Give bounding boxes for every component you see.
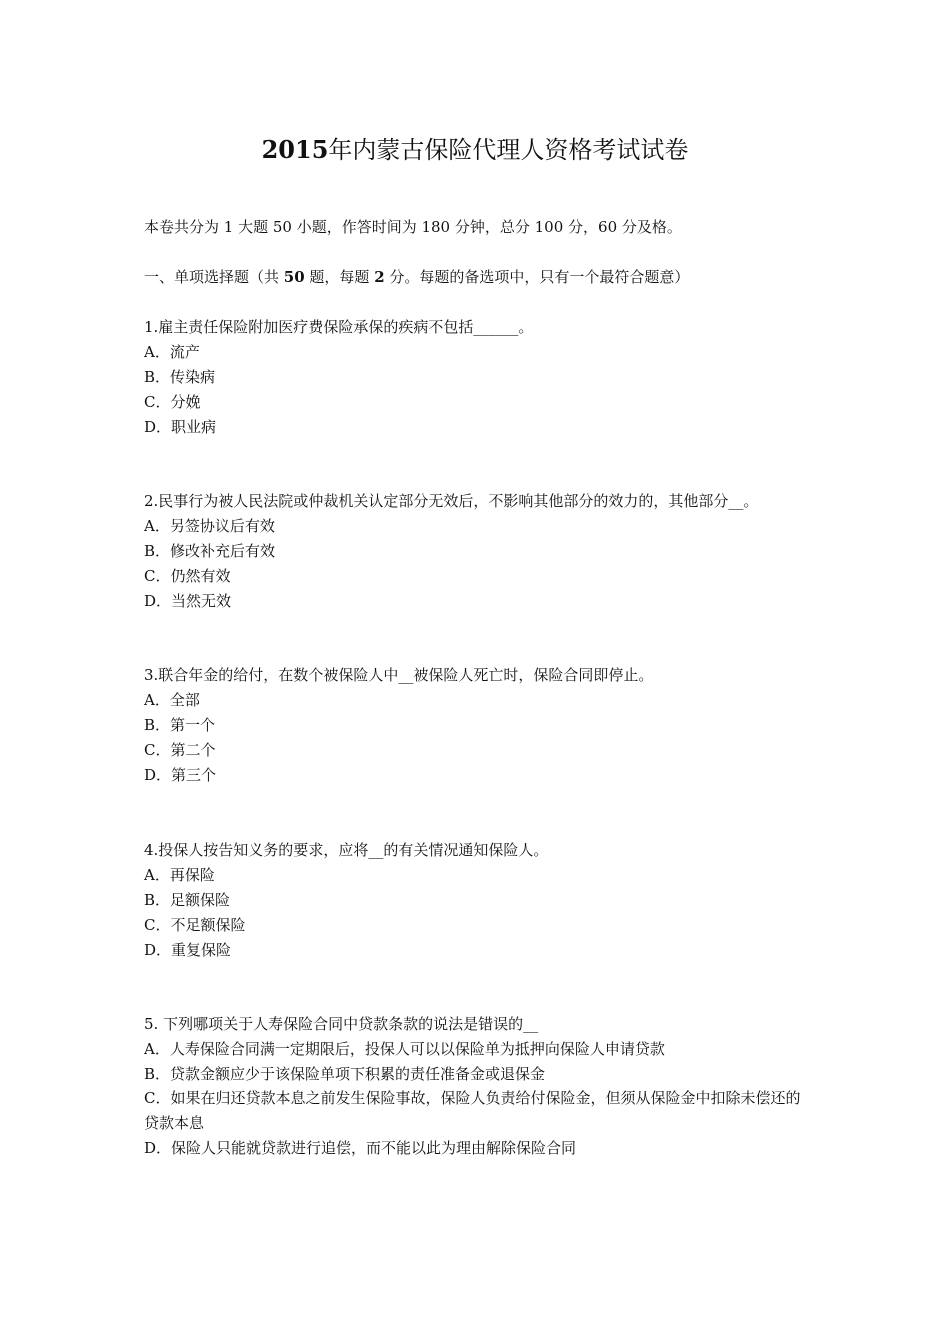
- question-5-option-d: D．保险人只能就贷款进行追偿，而不能以此为理由解除保险合同: [144, 1139, 577, 1157]
- question-3-option-d: D．第三个: [144, 766, 217, 784]
- question-4-stem: 4.投保人按告知义务的要求，应将__的有关情况通知保险人。: [144, 841, 549, 859]
- section-heading: [144, 267, 689, 287]
- exam-intro: 本卷共分为 1 大题 50 小题，作答时间为 180 分钟，总分 100 分，60 分及格。: [144, 218, 682, 236]
- question-3-option-a: A．全部: [144, 691, 200, 709]
- question-2-option-d: D．当然无效: [144, 592, 232, 610]
- title-year: 2015: [261, 135, 329, 164]
- title-text: 年内蒙古保险代理人资格考试试卷: [328, 136, 689, 164]
- question-2-option-b: B．修改补充后有效: [144, 542, 276, 560]
- question-2-option-a: A．另签协议后有效: [144, 517, 275, 535]
- question-2-stem: 2.民事行为被人民法院或仲裁机关认定部分无效后，不影响其他部分的效力的，其他部分__。: [144, 492, 759, 510]
- question-5-option-a: A．人寿保险合同满一定期限后，投保人可以以保险单为抵押向保险人申请贷款: [144, 1040, 665, 1058]
- question-1-stem: 1.雇主责任保险附加医疗费保险承保的疾病不包括______。: [144, 318, 534, 336]
- section-heading-suffix: 分。每题的备选项中，只有一个最符合题意）: [384, 268, 690, 286]
- question-1-option-b: B．传染病: [144, 368, 216, 386]
- section-heading-prefix: 一、单项选择题（共: [144, 268, 284, 286]
- question-4-option-b: B．足额保险: [144, 891, 231, 909]
- question-1-option-d: D．职业病: [144, 418, 217, 436]
- question-4-option-d: D．重复保险: [144, 941, 232, 959]
- question-1-option-a: A．流产: [144, 343, 200, 361]
- question-3-option-c: C．第二个: [144, 741, 216, 759]
- section-question-count: 50: [283, 268, 305, 286]
- question-3-stem: 3.联合年金的给付，在数个被保险人中__被保险人死亡时，保险合同即停止。: [144, 666, 654, 684]
- question-3-option-b: B．第一个: [144, 716, 216, 734]
- question-4-option-c: C．不足额保险: [144, 916, 246, 934]
- question-4-option-a: A．再保险: [144, 866, 215, 884]
- question-2-option-c: C．仍然有效: [144, 567, 231, 585]
- page-title: [0, 133, 950, 167]
- question-5-option-b: B．贷款金额应少于该保险单项下积累的责任准备金或退保金: [144, 1065, 546, 1083]
- question-5-stem: 5. 下列哪项关于人寿保险合同中贷款条款的说法是错误的__: [144, 1015, 539, 1033]
- question-5-option-c: C．如果在归还贷款本息之前发生保险事故，保险人负责给付保险金，但须从保险金中扣除未偿还的贷款本息: [144, 1089, 801, 1132]
- section-heading-mid: 题，每题: [304, 268, 375, 286]
- question-1-option-c: C．分娩: [144, 393, 201, 411]
- section-points: 2: [374, 268, 385, 286]
